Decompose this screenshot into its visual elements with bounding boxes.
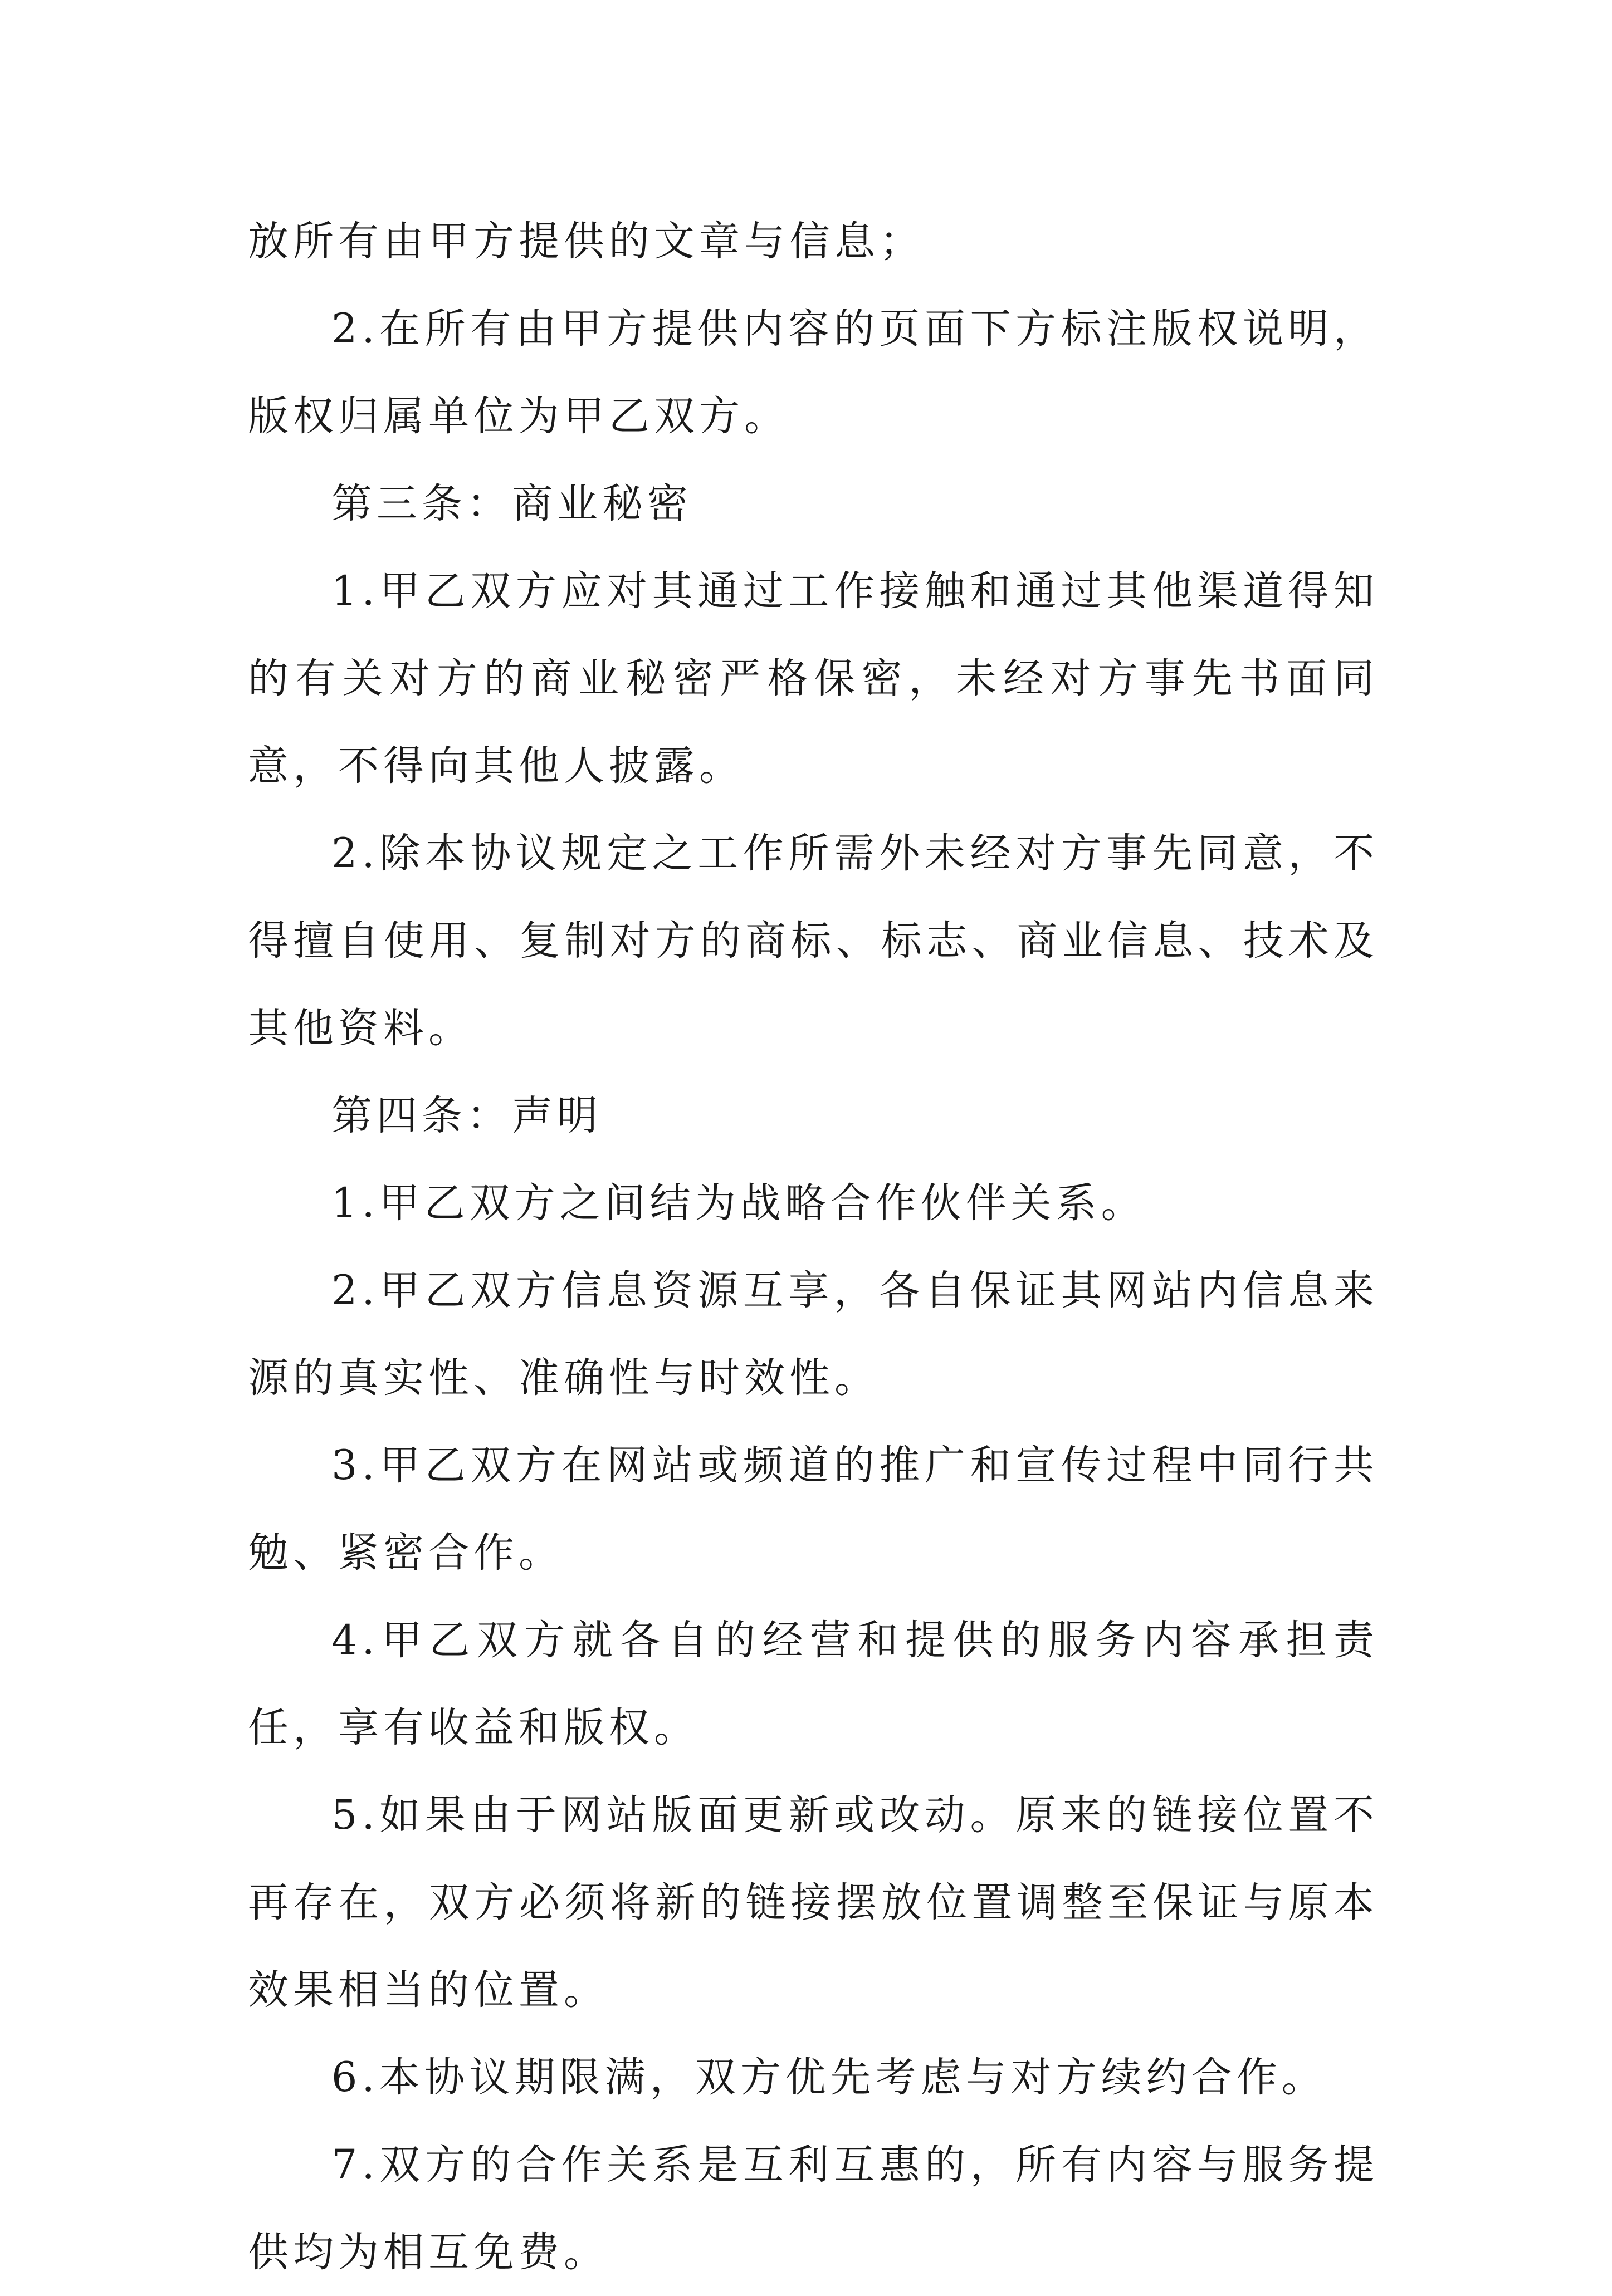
clause-4-item-5: 5.如果由于网站版面更新或改动。原来的链接位置不再存在，双方必须将新的链接摆放位置调整至保证与原本效果相当的位置。 xyxy=(248,1791,1379,2014)
clause-4-item-6: 6.本协议期限满，双方优先考虑与对方续约合作。 xyxy=(331,2054,1327,2101)
section-heading-article-4: 第四条：声明 xyxy=(331,1092,602,1139)
document-body xyxy=(248,198,1379,2296)
section-heading-article-3: 第三条：商业秘密 xyxy=(331,480,692,527)
paragraph-continuation: 放所有由甲方提供的文章与信息； xyxy=(248,218,925,265)
clause-4-item-3: 3.甲乙双方在网站或频道的推广和宣传过程中同行共勉、紧密合作。 xyxy=(248,1442,1379,1577)
clause-2-item-2: 2.在所有由甲方提供内容的页面下方标注版权说明，版权归属单位为甲乙双方。 xyxy=(248,305,1379,440)
clause-4-item-2: 2.甲乙双方信息资源互享，各自保证其网站内信息来源的真实性、准确性与时效性。 xyxy=(248,1267,1379,1402)
clause-4-item-4: 4.甲乙双方就各自的经营和提供的服务内容承担责任，享有收益和版权。 xyxy=(248,1617,1379,1751)
clause-3-item-1: 1.甲乙双方应对其通过工作接触和通过其他渠道得知的有关对方的商业秘密严格保密，未经对方事先书面同意，不得向其他人披露。 xyxy=(248,567,1379,790)
clause-4-item-1: 1.甲乙双方之间结为战略合作伙伴关系。 xyxy=(331,1179,1146,1227)
clause-3-item-2: 2.除本协议规定之工作所需外未经对方事先同意，不得擅自使用、复制对方的商标、标志、商业信息、技术及其他资料。 xyxy=(248,830,1379,1052)
clause-4-item-7: 7.双方的合作关系是互利互惠的，所有内容与服务提供均为相互免费。 xyxy=(248,2141,1379,2276)
